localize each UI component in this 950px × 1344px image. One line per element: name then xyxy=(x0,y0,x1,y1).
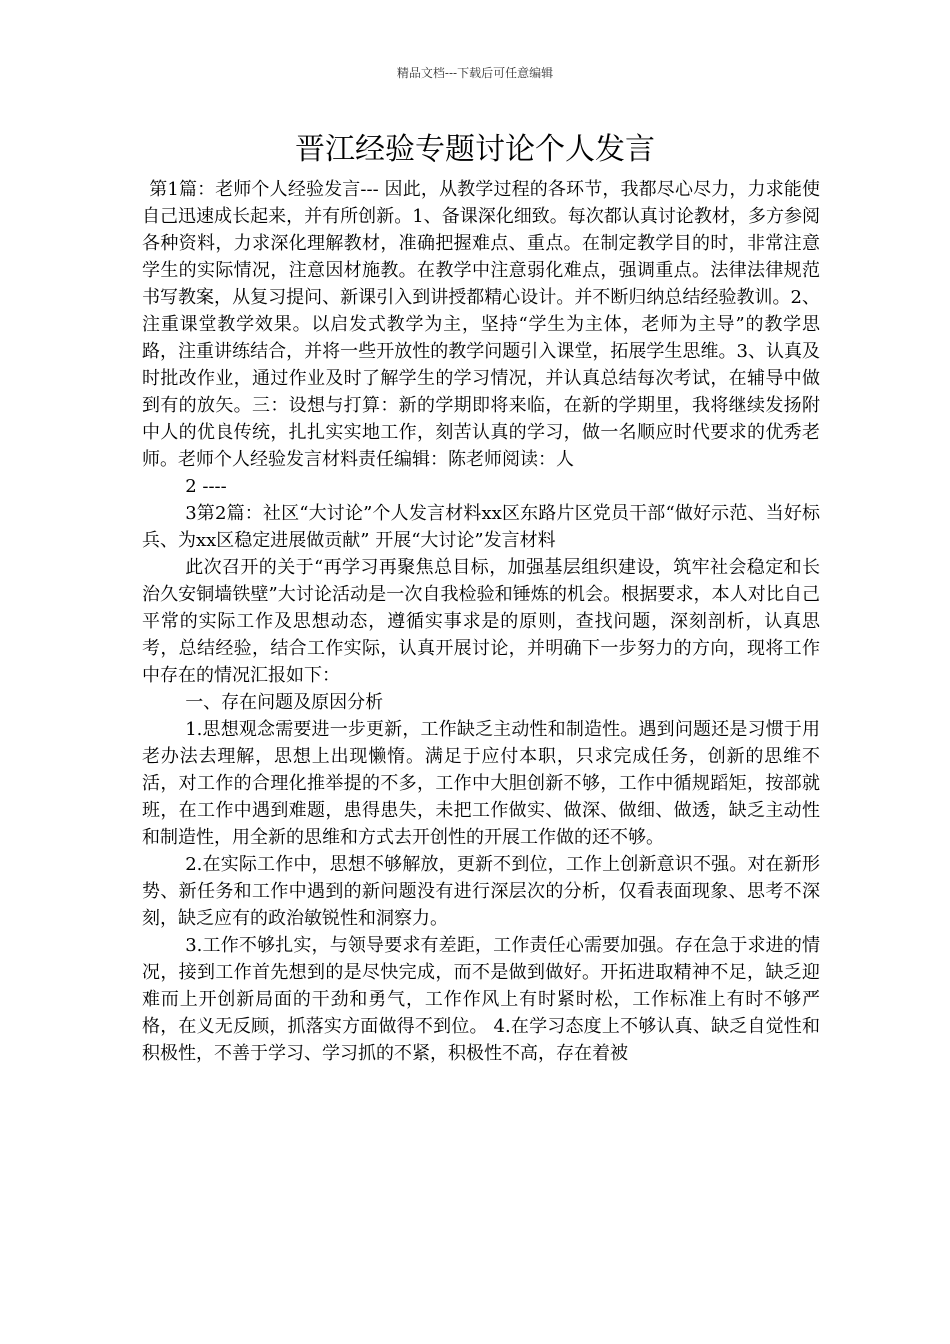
paragraph: 3.工作不够扎实，与领导要求有差距，工作责任心需要加强。存在急于求进的情况，接到工作首先想到的是尽快完成，而不是做到做好。开拓进取精神不足，缺乏迎难而上开创新局面的干劲和勇气，工作作风上有时紧时松，工作标准上有时不够严格，在义无反顾，抓落实方面做得不到位。 4.在学习态度上不够认真、缺乏自觉性和积极性，不善于学习、学习抓的不紧，积极性不高，存在着被 xyxy=(142,935,820,1064)
document-body xyxy=(142,176,820,1067)
paragraph: 1.思想观念需要进一步更新，工作缺乏主动性和制造性。遇到问题还是习惯于用老办法去理解，思想上出现懒惰。满足于应付本职，只求完成任务，创新的思维不活，对工作的合理化推举提的不多，工作中大胆创新不够，工作中循规蹈矩，按部就班，在工作中遇到难题，患得患失，未把工作做实、做深、做细、做透，缺乏主动性和制造性，用全新的思维和方式去开创性的开展工作做的还不够。 xyxy=(142,719,820,848)
paragraph: 第1篇：老师个人经验发言--- 因此，从教学过程的各环节，我都尽心尽力，力求能使自己迅速成长起来，并有所创新。1、备课深化细致。每次都认真讨论教材，多方参阅各种资料，力求深化理解教材，准确把握难点、重点。在制定教学目的时，非常注意学生的实际情况，注意因材施教。在教学中注意弱化难点，强调重点。法律法律规范书写教案，从复习提问、新课引入到讲授都精心设计。并不断归纳总结经验教训。2、注重课堂教学效果。以启发式教学为主，坚持“学生为主体，老师为主导”的教学思路，注重讲练结合，并将一些开放性的教学问题引入课堂，拓展学生思维。3、认真及时批改作业，通过作业及时了解学生的学习情况，并认真总结每次考试，在辅导中做到有的放矢。三：设想与打算：新的学期即将来临，在新的学期里，我将继续发扬附中人的优良传统，扎扎实实地工作，刻苦认真的学习，做一名顺应时代要求的优秀老师。老师个人经验发言材料责任编辑：陈老师阅读：人 xyxy=(142,179,820,470)
paragraph: 此次召开的关于“再学习再聚焦总目标，加强基层组织建设，筑牢社会稳定和长治久安铜墙铁壁”大讨论活动是一次自我检验和锤炼的机会。根据要求，本人对比自己平常的实际工作及思想动态，遵循实事求是的原则，查找问题，深刻剖析，认真思考，总结经验，结合工作实际，认真开展讨论，并明确下一步努力的方向，现将工作中存在的情况汇报如下： xyxy=(142,557,820,686)
paragraph: 2.在实际工作中，思想不够解放，更新不到位，工作上创新意识不强。对在新形势、新任务和工作中遇到的新问题没有进行深层次的分析，仅看表面现象、思考不深刻，缺乏应有的政治敏锐性和洞察力。 xyxy=(142,854,820,929)
section-heading: 一、存在问题及原因分析 xyxy=(185,692,384,713)
paragraph: 2 ---- xyxy=(185,476,227,497)
page-header: 精品文档---下载后可任意编辑 xyxy=(396,66,554,80)
paragraph: 3第2篇：社区“大讨论”个人发言材料xx区东路片区党员干部“做好示范、当好标兵、为xx区稳定进展做贡献” 开展“大讨论”发言材料 xyxy=(142,503,820,551)
document-title: 晋江经验专题讨论个人发言 xyxy=(295,132,655,167)
